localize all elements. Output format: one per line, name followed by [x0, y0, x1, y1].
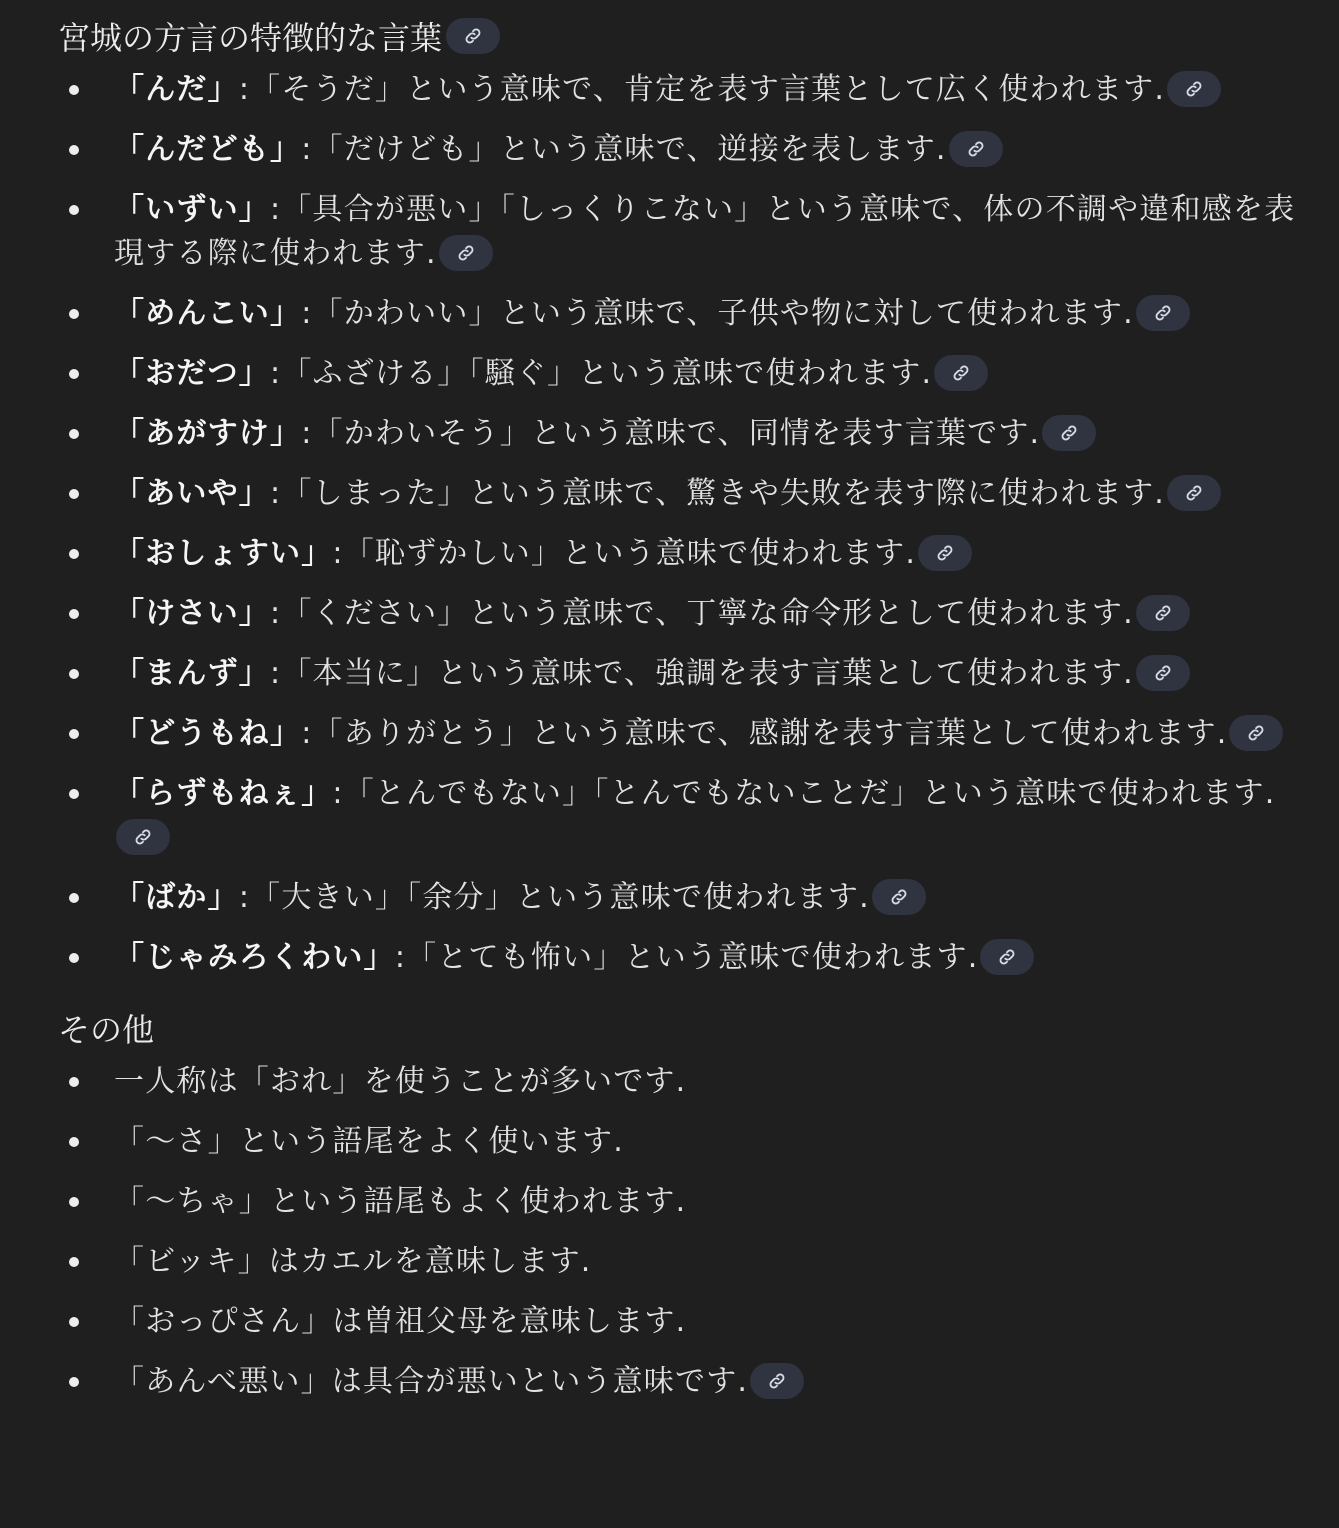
- bullet: [68, 592, 80, 636]
- term-description: 「そうだ」という意味で、肯定を表す言葉として広く使われます.: [250, 72, 1166, 107]
- link-icon: [767, 1371, 787, 1391]
- other-section-heading-text: その他: [58, 1011, 155, 1049]
- citation-link-button[interactable]: [1167, 71, 1221, 107]
- bullet: [68, 68, 80, 112]
- dialect-word-list: [58, 68, 1299, 980]
- term-description: 「だけども」という意味で、逆接を表します.: [312, 132, 947, 167]
- list-item: [58, 592, 1299, 636]
- citation-link-button[interactable]: [1136, 655, 1190, 691]
- list-item: [58, 712, 1299, 756]
- link-icon: [1059, 423, 1079, 443]
- term-description: 「しまった」という意味で、驚きや失敗を表す際に使われます.: [281, 476, 1166, 511]
- bullet: [68, 1240, 80, 1284]
- dialect-term: 「おだつ」: [114, 356, 270, 391]
- list-item: [58, 1120, 1299, 1164]
- bullet: [68, 352, 80, 396]
- bullet: [68, 936, 80, 980]
- separator: :: [301, 416, 313, 451]
- citation-link-button[interactable]: [934, 355, 988, 391]
- separator: :: [270, 656, 282, 691]
- citation-link-button[interactable]: [116, 819, 170, 855]
- bullet: [68, 1360, 80, 1404]
- dialect-term: 「あがすけ」: [114, 416, 302, 451]
- list-item: [58, 472, 1299, 516]
- list-item: [58, 1060, 1299, 1104]
- term-description: 「具合が悪い」「しっくりこない」という意味で、体の不調や違和感を表現する際に使われます.: [114, 192, 1296, 271]
- bullet: [68, 292, 80, 336]
- link-icon: [1246, 723, 1266, 743]
- term-description: 「恥ずかしい」という意味で使われます.: [343, 536, 917, 571]
- separator: :: [332, 536, 344, 571]
- section-heading: [58, 14, 1299, 62]
- separator: :: [301, 132, 313, 167]
- bullet: [68, 1180, 80, 1224]
- term-description: 「ふざける」「騒ぐ」という意味で使われます.: [281, 356, 933, 391]
- bullet: [68, 1060, 80, 1104]
- list-item: [58, 532, 1299, 576]
- term-description: 「本当に」という意味で、強調を表す言葉として使われます.: [281, 656, 1134, 691]
- citation-link-button[interactable]: [1136, 295, 1190, 331]
- term-description: 「かわいい」という意味で、子供や物に対して使われます.: [312, 296, 1134, 331]
- link-icon: [1184, 79, 1204, 99]
- dialect-term: 「んだども」: [114, 132, 302, 167]
- dialect-term: 「おしょすい」: [114, 536, 333, 571]
- separator: :: [270, 596, 282, 631]
- link-icon: [997, 947, 1017, 967]
- dialect-term: 「いずい」: [114, 192, 270, 227]
- citation-link-button[interactable]: [980, 939, 1034, 975]
- bullet: [68, 712, 80, 756]
- dialect-term: 「けさい」: [114, 596, 270, 631]
- link-icon: [133, 827, 153, 847]
- citation-link-button[interactable]: [1042, 415, 1096, 451]
- separator: :: [301, 296, 313, 331]
- note-text: 「おっぴさん」は曽祖父母を意味します.: [114, 1304, 687, 1339]
- link-icon: [935, 543, 955, 563]
- term-description: 「ください」という意味で、丁寧な命令形として使われます.: [281, 596, 1134, 631]
- term-description: 「とんでもない」「とんでもないことだ」という意味で使われます.: [343, 776, 1276, 811]
- dialect-term: 「あいや」: [114, 476, 270, 511]
- link-icon: [966, 139, 986, 159]
- citation-link-button[interactable]: [446, 18, 500, 54]
- separator: :: [270, 192, 282, 227]
- dialect-term: 「じゃみろくわい」: [114, 940, 395, 975]
- link-icon: [456, 243, 476, 263]
- list-item: [58, 772, 1299, 860]
- citation-link-button[interactable]: [439, 235, 493, 271]
- note-text: 「〜さ」という語尾をよく使います.: [114, 1124, 624, 1159]
- separator: :: [301, 716, 313, 751]
- link-icon: [463, 26, 483, 46]
- separator: :: [270, 356, 282, 391]
- list-item: [58, 1360, 1299, 1404]
- citation-link-button[interactable]: [1229, 715, 1283, 751]
- bullet: [68, 772, 80, 816]
- bullet: [68, 188, 80, 232]
- list-item: [58, 352, 1299, 396]
- link-icon: [1153, 663, 1173, 683]
- term-description: 「とても怖い」という意味で使われます.: [406, 940, 979, 975]
- list-item: [58, 1300, 1299, 1344]
- term-description: 「大きい」「余分」という意味で使われます.: [250, 880, 870, 915]
- section-heading-text: 宮城の方言の特徴的な言葉: [58, 19, 443, 57]
- separator: :: [270, 476, 282, 511]
- bullet: [68, 128, 80, 172]
- list-item: [58, 1180, 1299, 1224]
- citation-link-button[interactable]: [1167, 475, 1221, 511]
- separator: :: [238, 880, 251, 915]
- dialect-term: 「まんず」: [114, 656, 270, 691]
- note-text: 「〜ちゃ」という語尾もよく使われます.: [114, 1184, 687, 1219]
- separator: :: [332, 776, 344, 811]
- list-item: [58, 876, 1299, 920]
- list-item: [58, 128, 1299, 172]
- bullet: [68, 652, 80, 696]
- note-text: 一人称は「おれ」を使うことが多いです.: [114, 1064, 687, 1099]
- list-item: [58, 1240, 1299, 1284]
- list-item: [58, 412, 1299, 456]
- bullet: [68, 1300, 80, 1344]
- citation-link-button[interactable]: [1136, 595, 1190, 631]
- other-section-heading: [58, 1006, 1299, 1054]
- term-description: 「ありがとう」という意味で、感謝を表す言葉として使われます.: [312, 716, 1228, 751]
- other-notes-list: [58, 1060, 1299, 1404]
- bullet: [68, 472, 80, 516]
- dialect-term: 「どうもね」: [114, 716, 302, 751]
- citation-link-button[interactable]: [918, 535, 972, 571]
- term-description: 「かわいそう」という意味で、同情を表す言葉です.: [312, 416, 1041, 451]
- dialect-term: 「んだ」: [114, 72, 239, 107]
- list-item: [58, 188, 1299, 276]
- link-icon: [1153, 603, 1173, 623]
- list-item: [58, 68, 1299, 112]
- link-icon: [889, 887, 909, 907]
- separator: :: [238, 72, 251, 107]
- list-item: [58, 292, 1299, 336]
- dialect-term: 「ばか」: [114, 880, 239, 915]
- separator: :: [394, 940, 407, 975]
- link-icon: [951, 363, 971, 383]
- list-item: [58, 936, 1299, 980]
- dialect-term: 「らずもねぇ」: [114, 776, 333, 811]
- bullet: [68, 532, 80, 576]
- note-text: 「ビッキ」はカエルを意味します.: [114, 1244, 592, 1279]
- dialect-term: 「めんこい」: [114, 296, 302, 331]
- bullet: [68, 876, 80, 920]
- list-item: [58, 652, 1299, 696]
- bullet: [68, 412, 80, 456]
- citation-link-button[interactable]: [872, 879, 926, 915]
- link-icon: [1153, 303, 1173, 323]
- note-text: 「あんべ悪い」は具合が悪いという意味です.: [114, 1364, 749, 1399]
- citation-link-button[interactable]: [949, 131, 1003, 167]
- link-icon: [1184, 483, 1204, 503]
- bullet: [68, 1120, 80, 1164]
- citation-link-button[interactable]: [750, 1363, 804, 1399]
